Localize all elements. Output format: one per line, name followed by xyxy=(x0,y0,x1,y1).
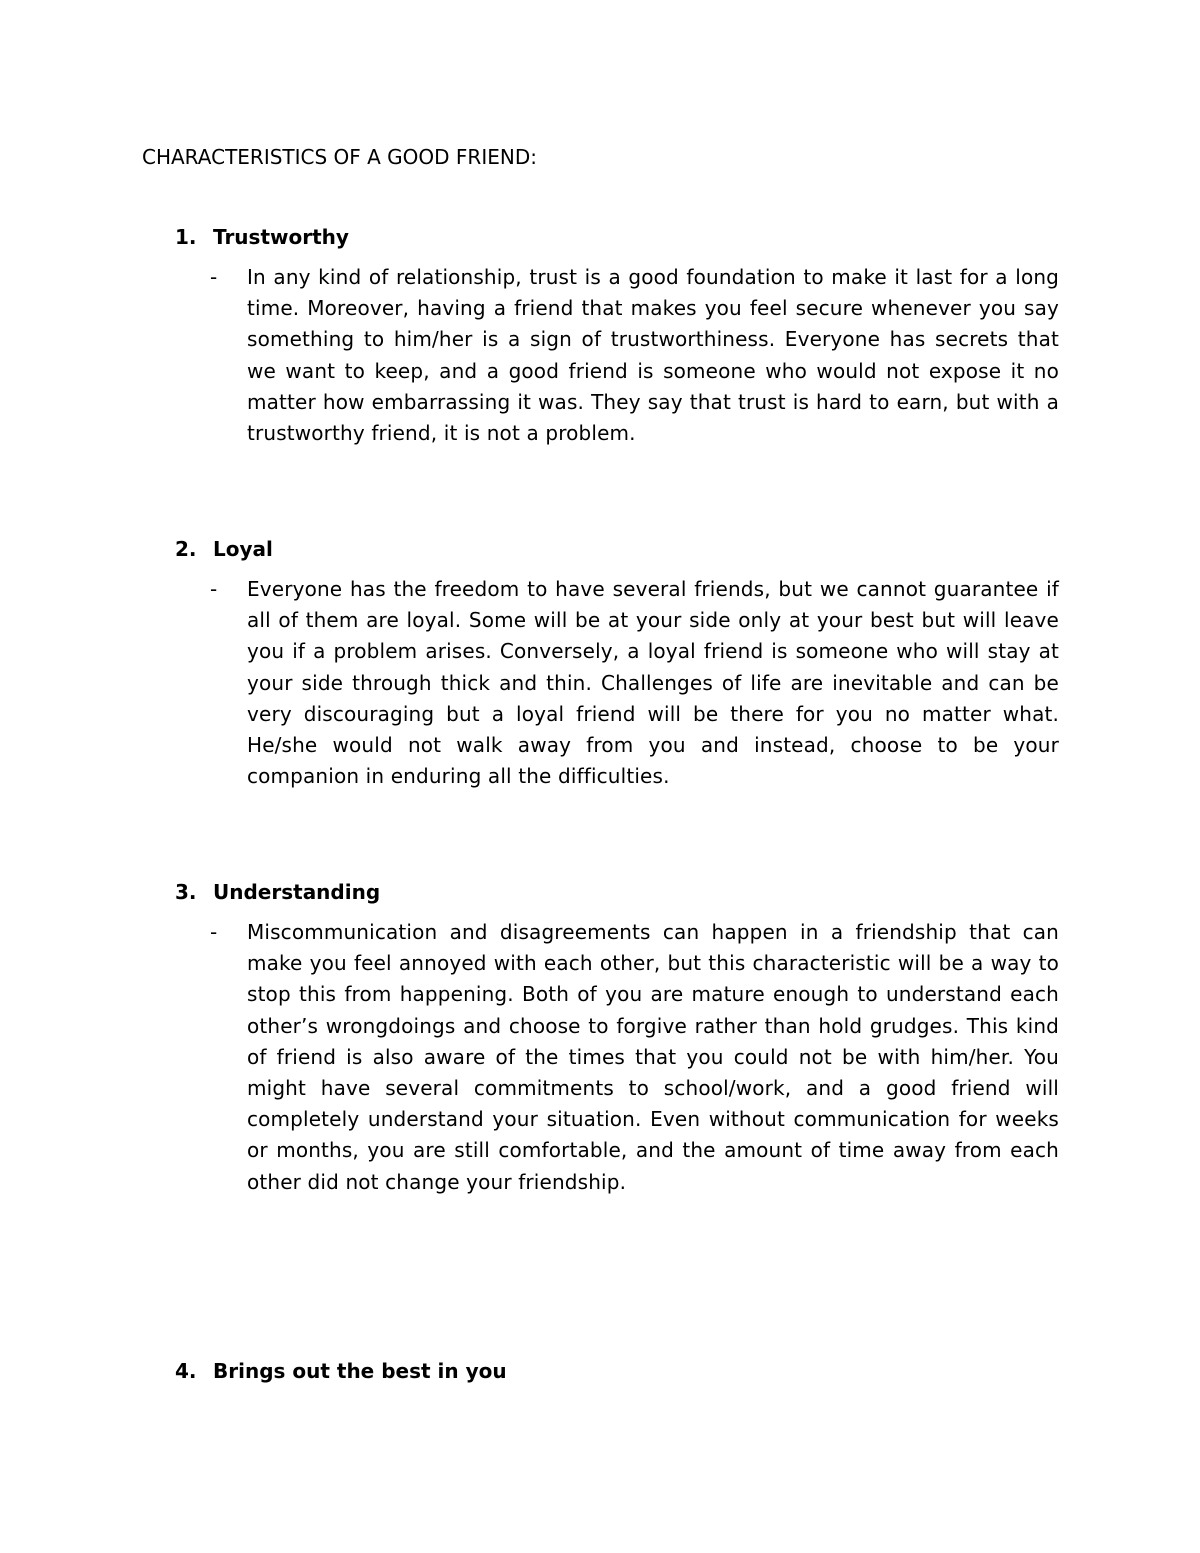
section-number: 4. xyxy=(175,1359,197,1383)
section-brings-out-best xyxy=(175,1356,1060,1387)
page-title: CHARACTERISTICS OF A GOOD FRIEND: xyxy=(142,145,537,169)
section-heading xyxy=(175,877,1060,908)
bullet-item xyxy=(175,574,1060,792)
section-paragraph: Miscommunication and disagreements can happen in a friendship that can make you feel annoyed with each other, but this characteristic will be a way to stop this from happening. Both of you are mature enough to understand each other’s wrongdoings and choose to forgive rather than hold grudges. This kind of friend is also aware of the times that you could not be with him/her. You might have several commitments to school/work, and a good friend will completely understand your situation. Even without communication for weeks or months, you are still comfortable, and the amount of time away from each other did not change your friendship. xyxy=(247,920,1059,1194)
section-title: Brings out the best in you xyxy=(213,1359,507,1383)
section-heading xyxy=(175,1356,1060,1387)
section-paragraph: Everyone has the freedom to have several friends, but we cannot guarantee if all of them are loyal. Some will be at your side only at your best but will leave you if a problem arises. Conversely, a loyal friend is someone who will stay at your side through thick and thin. Challenges of life are inevitable and can be very discouraging but a loyal friend will be there for you no matter what. He/she would not walk away from you and instead, choose to be your companion in enduring all the difficulties. xyxy=(247,577,1059,789)
section-title: Loyal xyxy=(213,537,273,561)
section-loyal xyxy=(175,534,1060,792)
section-heading xyxy=(175,222,1060,253)
dash-bullet: - xyxy=(210,265,218,289)
section-number: 1. xyxy=(175,225,197,249)
dash-bullet: - xyxy=(210,920,218,944)
section-trustworthy xyxy=(175,222,1060,449)
section-title: Trustworthy xyxy=(213,225,349,249)
section-understanding xyxy=(175,877,1060,1198)
section-heading xyxy=(175,534,1060,565)
bullet-item xyxy=(175,917,1060,1198)
section-paragraph: In any kind of relationship, trust is a good foundation to make it last for a long time. Moreover, having a friend that makes you feel secure whenever you say something to him/her is a sign of trustworthiness. Everyone has secrets that we want to keep, and a good friend is someone who would not expose it no matter how embarrassing it was. They say that trust is hard to earn, but with a trustworthy friend, it is not a problem. xyxy=(247,265,1059,446)
dash-bullet: - xyxy=(210,577,218,601)
bullet-item xyxy=(175,262,1060,449)
section-number: 3. xyxy=(175,880,197,904)
section-title: Understanding xyxy=(213,880,381,904)
section-number: 2. xyxy=(175,537,197,561)
